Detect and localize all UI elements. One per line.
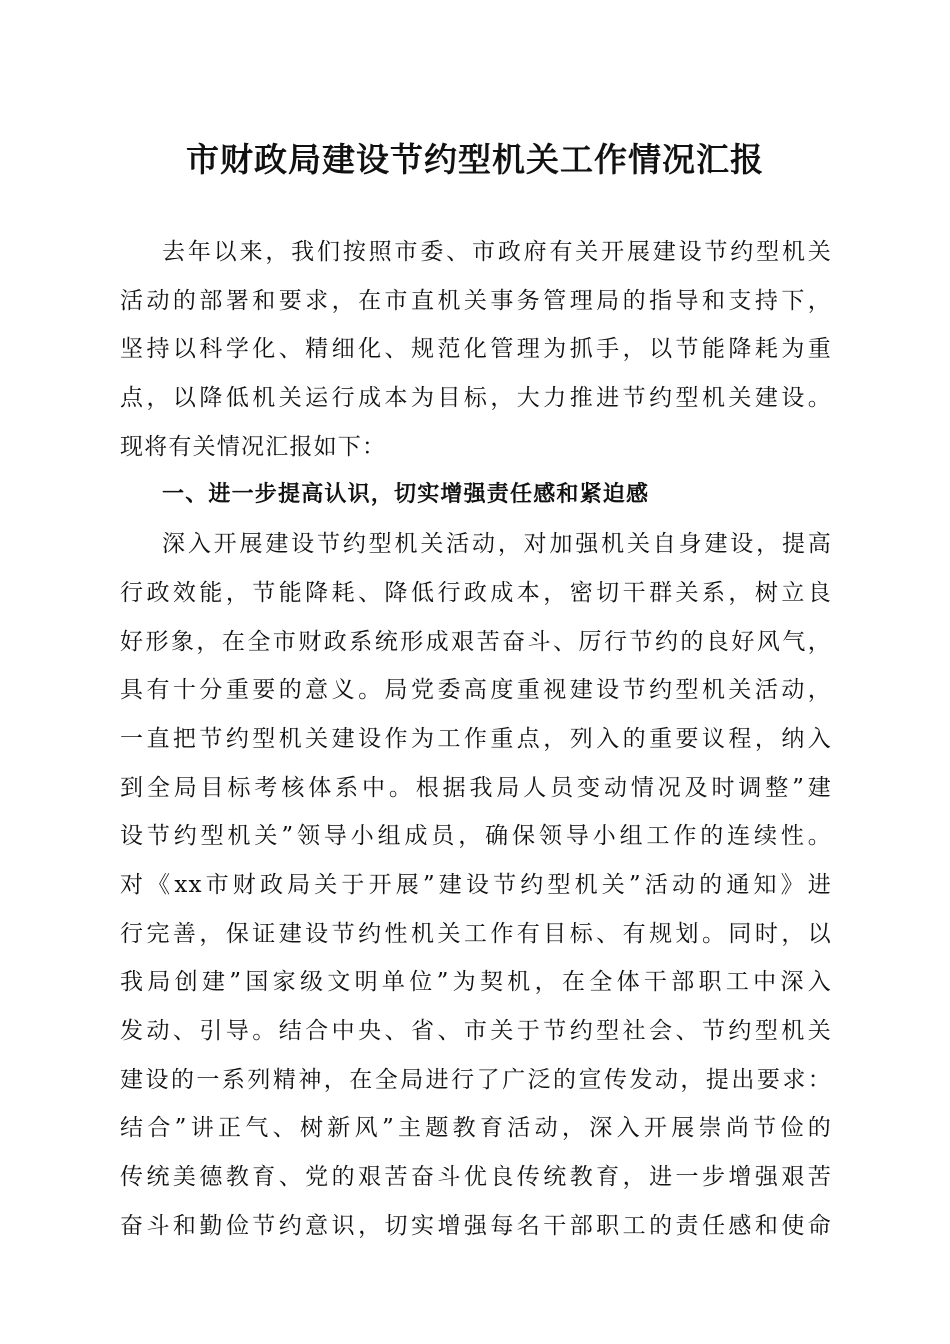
document-body — [120, 228, 832, 1250]
intro-line: 现将有关情况汇报如下： — [120, 433, 387, 460]
intro-line: 点，以降低机关运行成本为目标，大力推进节约型机关建设。 — [120, 385, 832, 412]
intro-line: 去年以来，我们按照市委、市政府有关开展建设节约型机关 — [162, 239, 832, 265]
section-line: 行政效能，节能降耗、降低行政成本，密切干群关系，树立良 — [120, 579, 832, 606]
section-heading: 一、进一步提高认识，切实增强责任感和紧迫感 — [162, 482, 650, 508]
section-line: 我局创建”国家级文明单位”为契机，在全体干部职工中深入 — [120, 969, 832, 996]
section-line: 发动、引导。结合中央、省、市关于节约型社会、节约型机关 — [120, 1018, 832, 1044]
section-line: 传统美德教育、党的艰苦奋斗优良传统教育，进一步增强艰苦 — [120, 1164, 832, 1191]
section-line: 行完善，保证建设节约性机关工作有目标、有规划。同时，以 — [120, 920, 832, 947]
section-line: 到全局目标考核体系中。根据我局人员变动情况及时调整”建 — [120, 774, 832, 801]
section-line: 深入开展建设节约型机关活动，对加强机关自身建设，提高 — [162, 531, 832, 558]
section-line: 设节约型机关”领导小组成员，确保领导小组工作的连续性。 — [120, 823, 832, 850]
section-line: 结合”讲正气、树新风”主题教育活动，深入开展崇尚节俭的 — [120, 1115, 832, 1142]
section-line: 奋斗和勤俭节约意识，切实增强每名干部职工的责任感和使命 — [120, 1212, 832, 1239]
section-line: 对《xx市财政局关于开展”建设节约型机关”活动的通知》进 — [120, 871, 832, 898]
intro-line: 坚持以科学化、精细化、规范化管理为抓手，以节能降耗为重 — [120, 336, 832, 363]
section-line: 好形象，在全市财政系统形成艰苦奋斗、厉行节约的良好风气， — [120, 628, 832, 655]
intro-line: 活动的部署和要求，在市直机关事务管理局的指导和支持下， — [120, 287, 832, 314]
section-line: 一直把节约型机关建设作为工作重点，列入的重要议程，纳入 — [120, 725, 832, 752]
section-line: 建设的一系列精神，在全局进行了广泛的宣传发动，提出要求： — [120, 1066, 832, 1093]
document-title: 市财政局建设节约型机关工作情况汇报 — [186, 140, 764, 179]
section-line: 具有十分重要的意义。局党委高度重视建设节约型机关活动， — [120, 677, 832, 704]
